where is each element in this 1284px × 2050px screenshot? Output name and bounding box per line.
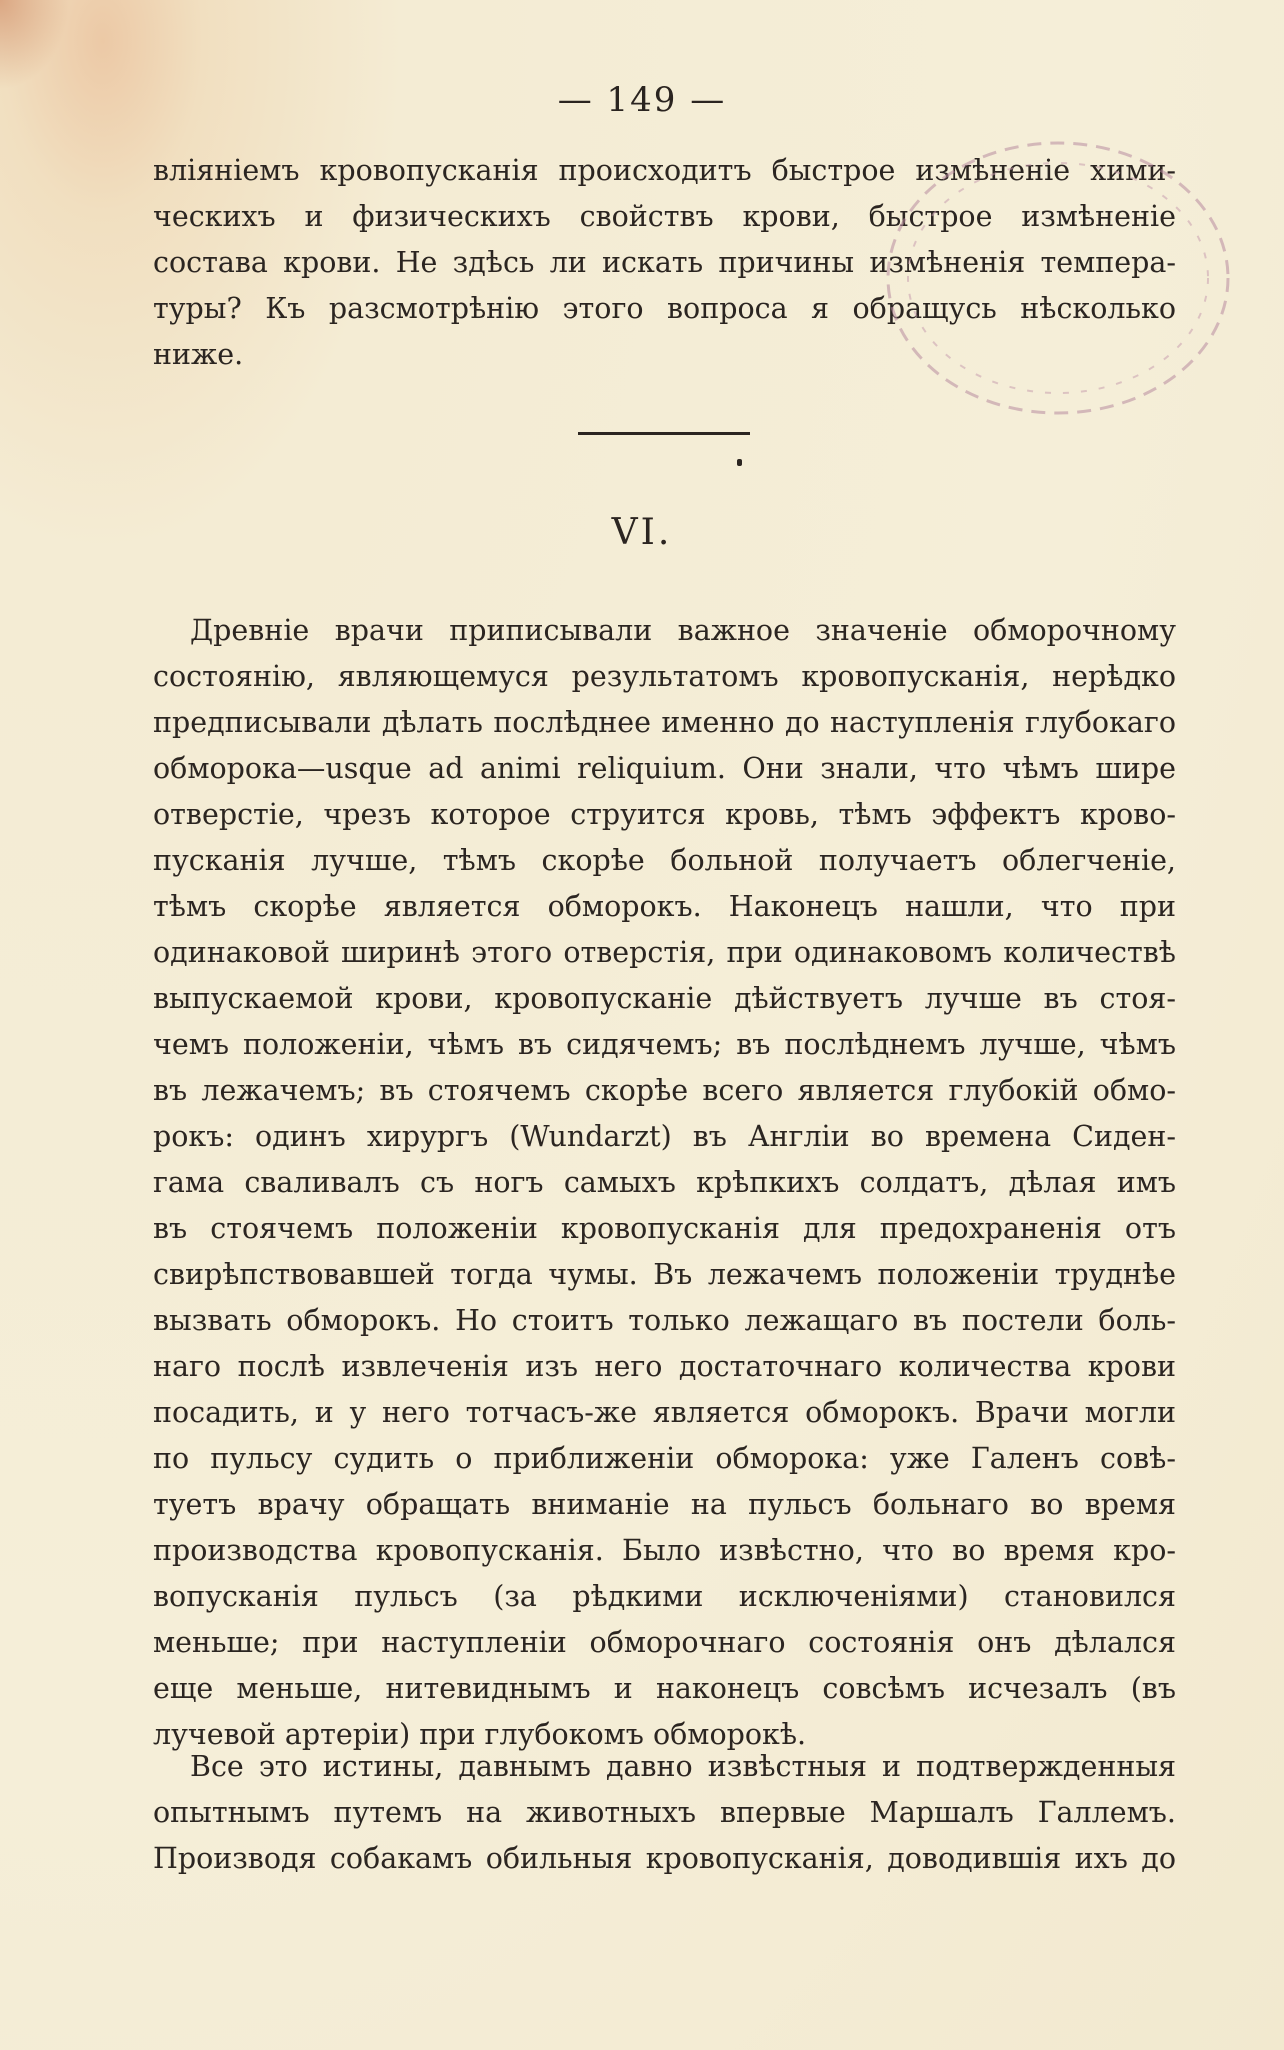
text-line: рокъ: одинъ хирургъ (Wundarzt) въ Англіи во времена Сиден-: [153, 1120, 1176, 1153]
text-line: въ стоячемъ положеніи кровопусканія для предохраненія отъ: [153, 1212, 1176, 1245]
page-corner-stain: [0, 0, 70, 90]
text-line: посадить, и у него тотчасъ-же является обморокъ. Врачи могли: [153, 1396, 1176, 1429]
text-line: предписывали дѣлать послѣднее именно до наступленія глубокаго: [153, 706, 1176, 739]
text-line: Древніе врачи приписывали важное значеніе обморочному: [190, 614, 1176, 647]
text-line: ниже.: [153, 338, 244, 371]
text-line: по пульсу судить о приближеніи обморока: уже Галенъ совѣ-: [153, 1442, 1176, 1475]
text-line: туры? Къ разсмотрѣнію этого вопроса я обращусь нѣсколько: [153, 292, 1176, 325]
text-line: вліяніемъ кровопусканія происходитъ быстрое измѣненіе хими-: [153, 154, 1176, 187]
text-line: выпускаемой крови, кровопусканіе дѣйствуетъ лучше въ стоя-: [153, 982, 1176, 1015]
text-line: въ лежачемъ; въ стоячемъ скорѣе всего является глубокій обмо-: [153, 1074, 1176, 1107]
text-line: одинаковой ширинѣ этого отверстія, при одинаковомъ количествѣ: [153, 936, 1176, 969]
text-line: ческихъ и физическихъ свойствъ крови, быстрое измѣненіе: [153, 200, 1176, 233]
text-line: опытнымъ путемъ на животныхъ впервые Маршалъ Галлемъ.: [153, 1796, 1176, 1829]
paragraph-main: [153, 608, 1176, 1758]
text-line: отверстіе, чрезъ которое струится кровь, тѣмъ эффектъ крово-: [153, 798, 1176, 831]
text-line: обморока—usque ad animi reliquium. Они знали, что чѣмъ шире: [153, 752, 1176, 785]
text-line: свирѣпствовавшей тогда чумы. Въ лежачемъ положеніи труднѣе: [153, 1258, 1176, 1291]
text-line: наго послѣ извлеченія изъ него достаточнаго количества крови: [153, 1350, 1176, 1383]
ink-speck: [737, 459, 742, 466]
section-heading: VI.: [611, 512, 673, 553]
page-number: — 149 —: [557, 80, 727, 120]
text-line: туетъ врачу обращать вниманіе на пульсъ больнаго во время: [153, 1488, 1176, 1521]
paragraph-continued: [153, 148, 1176, 378]
text-line: Производя собакамъ обильныя кровопусканія, доводившія ихъ до: [153, 1842, 1176, 1875]
paragraph-last: [153, 1744, 1176, 1882]
text-line: гама сваливалъ съ ногъ самыхъ крѣпкихъ солдатъ, дѣлая имъ: [153, 1166, 1176, 1199]
text-line: состава крови. Не здѣсь ли искать причины измѣненія темпера-: [153, 246, 1176, 279]
text-line: вопусканія пульсъ (за рѣдкими исключеніями) становился: [153, 1580, 1176, 1613]
text-line: еще меньше, нитевиднымъ и наконецъ совсѣмъ исчезалъ (въ: [153, 1672, 1176, 1705]
text-line: тѣмъ скорѣе является обморокъ. Наконецъ нашли, что при: [153, 890, 1176, 923]
text-line: вызвать обморокъ. Но стоитъ только лежащаго въ постели боль-: [153, 1304, 1176, 1337]
text-line: меньше; при наступленіи обморочнаго состоянія онъ дѣлался: [153, 1626, 1176, 1659]
text-line: Все это истины, давнымъ давно извѣстныя и подтвержденныя: [190, 1750, 1176, 1783]
text-line: пусканія лучше, тѣмъ скорѣе больной получаетъ облегченіе,: [153, 844, 1176, 877]
section-divider-rule: [578, 432, 750, 435]
text-line: состоянію, являющемуся результатомъ кровопусканія, нерѣдко: [153, 660, 1176, 693]
text-line: производства кровопусканія. Было извѣстно, что во время кро-: [153, 1534, 1176, 1567]
text-line: чемъ положеніи, чѣмъ въ сидячемъ; въ послѣднемъ лучше, чѣмъ: [153, 1028, 1176, 1061]
text-line: лучевой артеріи) при глубокомъ обморокѣ.: [153, 1718, 807, 1751]
